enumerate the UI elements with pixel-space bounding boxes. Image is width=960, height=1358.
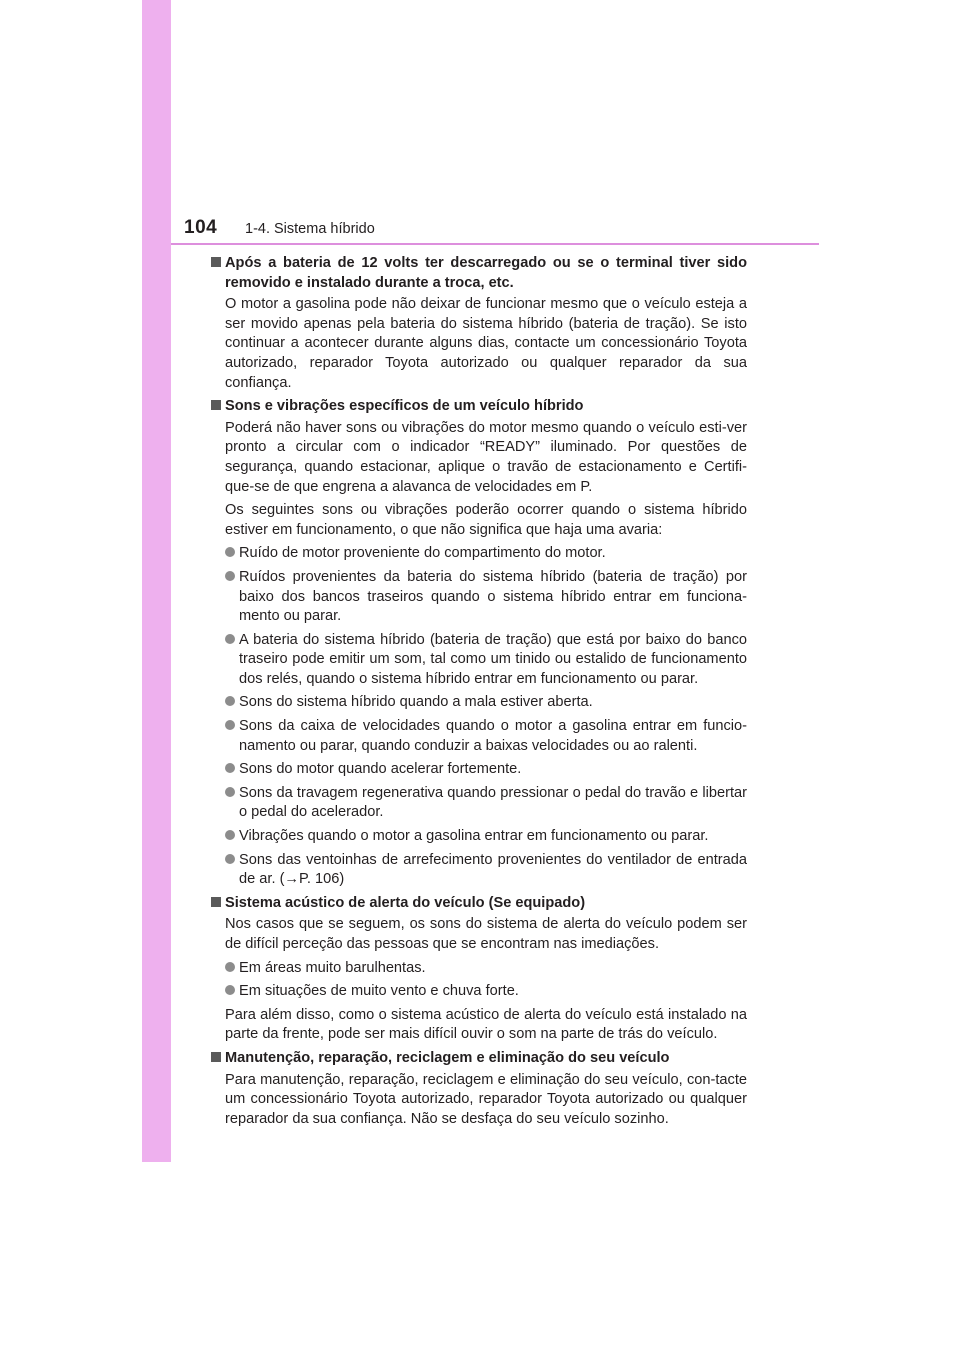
round-bullet-icon xyxy=(225,830,235,840)
page-number: 104 xyxy=(184,217,218,238)
round-bullet-icon xyxy=(225,720,235,730)
header-rule xyxy=(171,243,819,245)
round-bullet-icon xyxy=(225,634,235,644)
round-bullet-icon xyxy=(225,763,235,773)
chapter-side-band xyxy=(142,0,171,1162)
list-item: Sons da caixa de velocidades quando o motor a gasolina entrar em funcio-namento ou parar, quando conduzir a baixas velocidades ou ao ralenti. xyxy=(225,717,747,756)
round-bullet-icon xyxy=(225,547,235,557)
list-item: Em situações de muito vento e chuva forte. xyxy=(225,982,747,1002)
list-item: Ruídos provenientes da bateria do sistema híbrido (bateria de tração) por baixo dos bancos traseiros quando o sistema híbrido entrar em funciona-mento ou parar. xyxy=(225,568,747,627)
list-item: Sons do sistema híbrido quando a mala estiver aberta. xyxy=(225,693,747,713)
list-item: Sons das ventoinhas de arrefecimento provenientes do ventilador de entrada de ar. (→P. 106) xyxy=(225,851,747,890)
section-heading: Manutenção, reparação, reciclagem e eliminação do seu veículo xyxy=(211,1049,747,1069)
square-bullet-icon xyxy=(211,897,221,907)
paragraph: O motor a gasolina pode não deixar de funcionar mesmo que o veículo esteja a ser movido apenas pela bateria do sistema híbrido (bateria de tração). Se isto continuar a acontecer durante alguns dias, contacte um concessionário Toyota autorizado, reparador Toyota autorizado ou qualquer reparador da sua confiança. xyxy=(225,296,747,391)
round-bullet-icon xyxy=(225,787,235,797)
square-bullet-icon xyxy=(211,1052,221,1062)
list-item: A bateria do sistema híbrido (bateria de tração) que está por baixo do banco traseiro pode emitir um som, tal como um tinido ou estalido de funcionamento dos relés, quando o sistema híbrido entrar em funcionamento ou parar. xyxy=(225,631,747,690)
list-item: Vibrações quando o motor a gasolina entrar em funcionamento ou parar. xyxy=(225,827,747,847)
list-item: Em áreas muito barulhentas. xyxy=(225,959,747,979)
section-battery xyxy=(211,254,747,393)
section-maintenance xyxy=(211,1049,747,1129)
square-bullet-icon xyxy=(211,400,221,410)
paragraph: Nos casos que se seguem, os sons do sistema de alerta do veículo podem ser de difícil perceção das pessoas que se encontram nas imediações. xyxy=(225,916,747,952)
paragraph: Poderá não haver sons ou vibrações do motor mesmo quando o veículo esti-ver pronto a circular com o indicador “READY” iluminado. Por questões de segurança, quando estacionar, aplique o travão de estacionamento e Certifi-que-se de que engrena a alavanca de velocidades em P. xyxy=(225,419,747,495)
paragraph: Para além disso, como o sistema acústico de alerta do veículo está instalado na parte da frente, pode ser mais difícil ouvir o som na parte de trás do veículo. xyxy=(225,1006,747,1043)
section-heading: Após a bateria de 12 volts ter descarregado ou se o terminal tiver sido removido e instalado durante a troca, etc. xyxy=(211,254,747,293)
page-content xyxy=(211,254,747,1133)
round-bullet-icon xyxy=(225,571,235,581)
section-alert-system xyxy=(211,894,747,1045)
section-heading: Sons e vibrações específicos de um veículo híbrido xyxy=(211,397,747,417)
section-sounds xyxy=(211,397,747,890)
square-bullet-icon xyxy=(211,257,221,267)
round-bullet-icon xyxy=(225,854,235,864)
round-bullet-icon xyxy=(225,696,235,706)
paragraph: Os seguintes sons ou vibrações poderão ocorrer quando o sistema híbrido estiver em funcionamento, o que não significa que haja uma avaria: xyxy=(225,502,747,538)
round-bullet-icon xyxy=(225,962,235,972)
list-item: Sons da travagem regenerativa quando pressionar o pedal do travão e libertar o pedal do acelerador. xyxy=(225,784,747,823)
section-title: 1-4. Sistema híbrido xyxy=(245,221,375,237)
round-bullet-icon xyxy=(225,985,235,995)
paragraph: Para manutenção, reparação, reciclagem e eliminação do seu veículo, con-tacte um concessionário Toyota autorizado, reparador Toyota autorizado ou qualquer reparador da sua confiança. Não se desfaça do seu veículo sozinho. xyxy=(225,1071,747,1127)
list-item: Ruído de motor proveniente do compartimento do motor. xyxy=(225,544,747,564)
section-heading: Sistema acústico de alerta do veículo (Se equipado) xyxy=(211,894,747,914)
list-item: Sons do motor quando acelerar fortemente. xyxy=(225,760,747,780)
